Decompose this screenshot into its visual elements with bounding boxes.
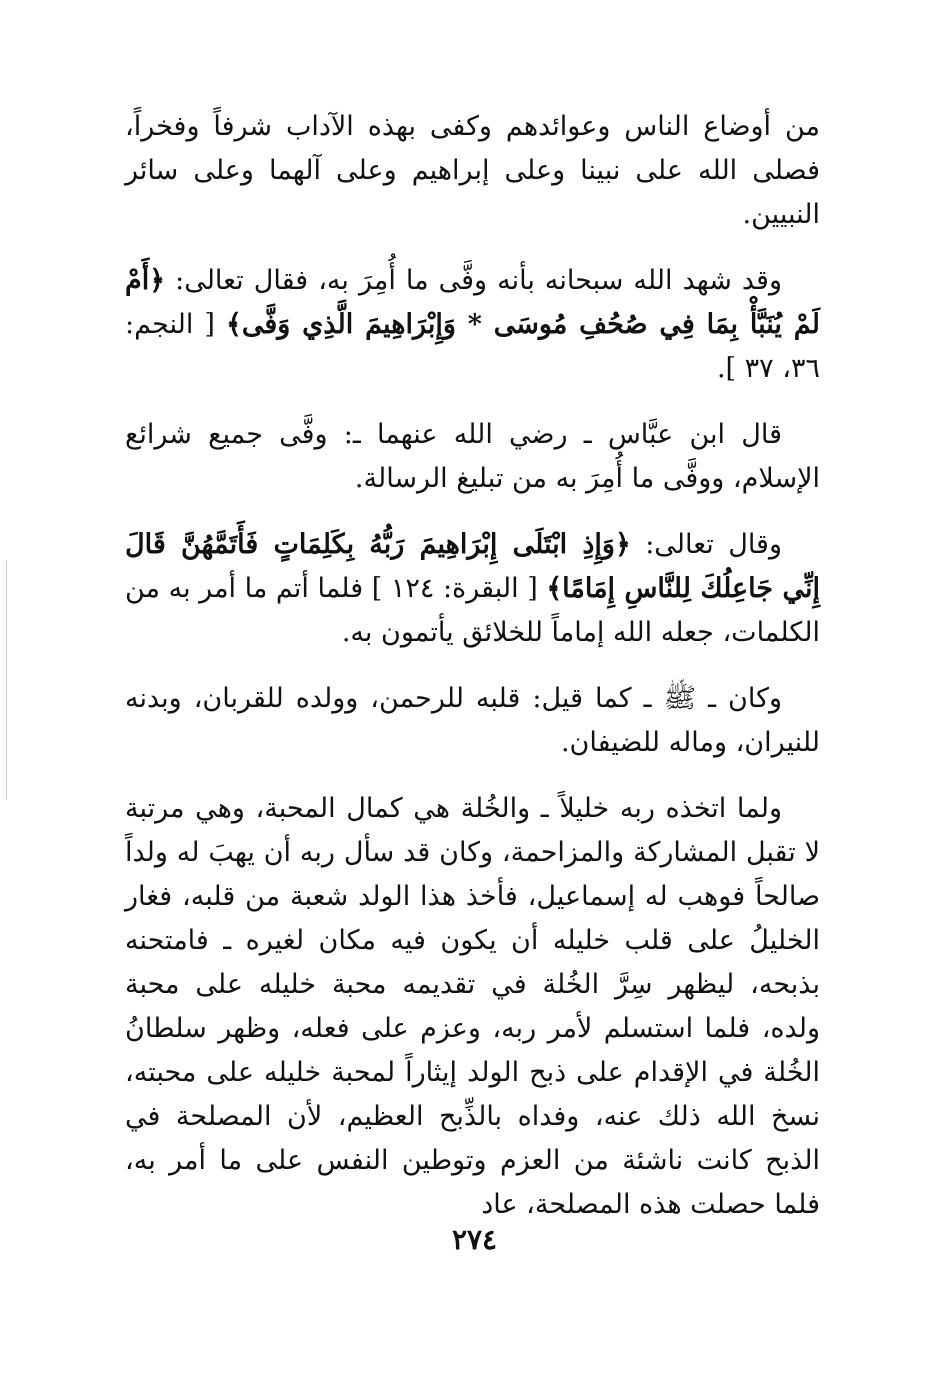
paragraph-5 [125,677,820,765]
surah-reference-najm: [ النجم: ٣٦، ٣٧ ]. [125,309,820,384]
paragraph-2-intro: وقد شهد الله سبحانه بأنه وفَّى ما أُمِرَ به، فقال تعالى: [165,265,782,296]
paragraph-1 [125,105,820,237]
page-edge-shadow [6,560,7,800]
paragraph-3-text: قال ابن عبَّاس ـ رضي الله عنهما ـ: وفَّى جميع شرائع الإسلام، ووفَّى ما أُمِرَ به من تبليغ الرسالة. [125,419,820,494]
paragraph-1-text: من أوضاع الناس وعوائدهم وكفى بهذه الآداب شرفاً وفخراً، فصلى الله على نبينا وعلى إبراهيم وعلى آلهما وعلى سائر النبيين. [125,111,820,230]
surah-reference-baqarah: [ البقرة: ١٢٤ ] فلما أتم ما أمر به من الكلمات، جعله الله إماماً للخلائق يأتمون به. [125,573,820,648]
paragraph-4-intro: وقال تعالى: [630,529,782,560]
paragraph-2 [125,259,820,391]
page-number: ٢٧٤ [451,1223,498,1256]
paragraph-3 [125,413,820,501]
quran-verse-baqarah: ﴿وَإِذِ ابْتَلَى إِبْرَاهِيمَ رَبُّهُ بِكَلِمَاتٍ فَأَتَمَّهُنَّ قَالَ إِنِّي جَاعِلُكَ لِلنَّاسِ إِمَامًا﴾ [125,529,820,604]
page-body [125,105,820,1249]
paragraph-5-text: وكان ـ ﷺ ـ كما قيل: قلبه للرحمن، وولده للقربان، وبدنه للنيران، وماله للضيفان. [125,683,820,758]
paragraph-6-text: ولما اتخذه ربه خليلاً ـ والخُلة هي كمال المحبة، وهي مرتبة لا تقبل المشاركة والمزاحمة، وكان قد سأل ربه أن يهبَ له ولداً صالحاً فوهب له إسماعيل، فأخذ هذا الولد شعبة من قلبه، فغار الخليلُ على قلب خليله أن يكون فيه مكان لغيره ـ فامتحنه بذبحه، ليظهر سِرَّ الخُلة في تقديمه محبة خليله على محبة ولده، فلما استسلم لأمر ربه، وعزم على فعله، وظهر سلطانُ الخُلة في الإقدام على ذبح الولد إيثاراً لمحبة خليله على محبته، نسخ الله ذلك عنه، وفداه بالذِّبح العظيم، لأن المصلحة في الذبح كانت ناشئة من العزم وتوطين النفس على ما أمر به، فلما حصلت هذه المصلحة، عاد [125,793,820,1220]
quran-verse-najm: ﴿أَمْ لَمْ يُنَبَّأْ بِمَا فِي صُحُفِ مُوسَى * وَإِبْرَاهِيمَ الَّذِي وَفَّى﴾ [125,265,820,340]
paragraph-4 [125,523,820,655]
paragraph-6 [125,787,820,1227]
